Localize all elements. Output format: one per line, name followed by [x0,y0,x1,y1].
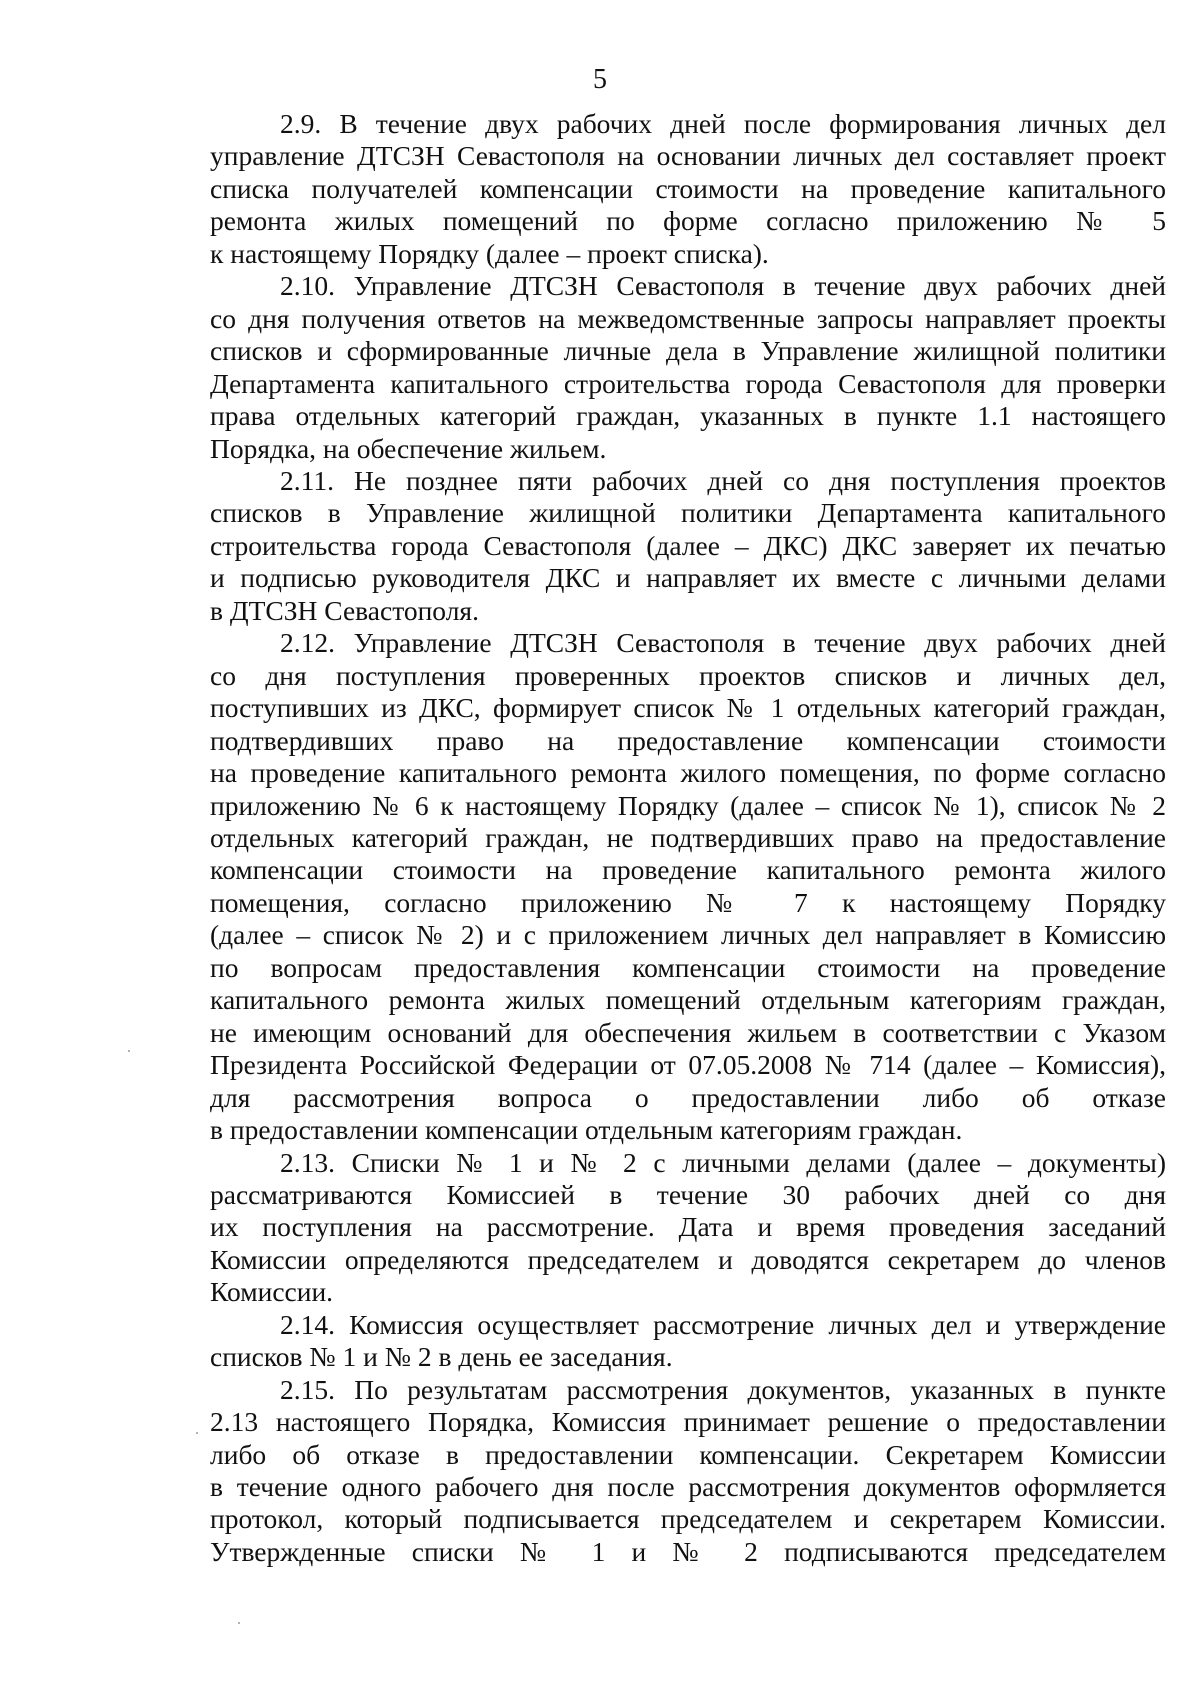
text-line: 2.10. Управление ДТСЗН Севастополя в течение двух рабочих дней [280,270,1166,302]
text-line: и подписью руководителя ДКС и направляет их вместе с личными делами [210,562,1166,594]
text-line: на проведение капитального ремонта жилого помещения, по форме согласно [210,757,1166,789]
paragraph [210,1309,1166,1374]
paragraph [210,1147,1166,1309]
text-line: 2.13 настоящего Порядка, Комиссия принимает решение о предоставлении [210,1406,1166,1438]
text-line: со дня поступления проверенных проектов списков и личных дел, [210,659,1166,691]
text-line: (далее – список № 2) и с приложением личных дел направляет в Комиссию [210,919,1166,951]
text-line: в течение одного рабочего дня после рассмотрения документов оформляется [210,1471,1166,1503]
text-line: капитального ремонта жилых помещений отдельным категориям граждан, [210,984,1166,1016]
text-line: по вопросам предоставления компенсации стоимости на проведение [210,951,1166,983]
text-line: 2.12. Управление ДТСЗН Севастополя в течение двух рабочих дней [280,627,1166,659]
document-body [210,108,1166,1568]
text-line: в предоставлении компенсации отдельным категориям граждан. [210,1114,963,1146]
text-line: протокол, который подписывается председателем и секретарем Комиссии. [210,1503,1166,1535]
text-line: списков в Управление жилищной политики Департамента капитального [210,497,1166,529]
text-line: списков № 1 и № 2 в день ее заседания. [210,1341,673,1373]
text-line: поступивших из ДКС, формирует список № 1 отдельных категорий граждан, [210,692,1166,724]
text-line: ремонта жилых помещений по форме согласно приложению № 5 [210,205,1166,237]
text-line: 2.9. В течение двух рабочих дней после формирования личных дел [280,108,1166,139]
paragraph [210,270,1166,465]
text-line: списка получателей компенсации стоимости на проведение капитального [210,172,1166,204]
text-line: Департамента капитального строительства города Севастополя для проверки [210,367,1166,399]
scan-artifact-dot [238,1622,240,1624]
text-line: помещения, согласно приложению № 7 к настоящему Порядку [210,886,1166,918]
scan-artifact-dot [196,1432,198,1434]
text-line: отдельных категорий граждан, не подтвердивших право на предоставление [210,821,1166,853]
text-line: компенсации стоимости на проведение капитального ремонта жилого [210,854,1166,886]
paragraph [210,108,1166,270]
text-line: не имеющим оснований для обеспечения жильем в соответствии с Указом [210,1016,1166,1048]
paragraph [210,1374,1166,1569]
text-line: подтвердивших право на предоставление компенсации стоимости [210,724,1166,756]
text-line: списков и сформированные личные дела в Управление жилищной политики [210,335,1166,367]
text-line: либо об отказе в предоставлении компенсации. Секретарем Комиссии [210,1438,1166,1470]
text-line: Комиссии. [210,1276,334,1308]
text-line: Комиссии определяются председателем и доводятся секретарем до членов [210,1243,1166,1275]
page-number: 5 [593,64,607,95]
scan-artifact-dot [128,1050,130,1052]
text-line: 2.13. Списки № 1 и № 2 с личными делами (далее – документы) [280,1146,1166,1178]
text-line: в ДТСЗН Севастополя. [210,594,479,626]
text-line: 2.15. По результатам рассмотрения документов, указанных в пункте [280,1373,1166,1405]
text-line: 2.14. Комиссия осуществляет рассмотрение личных дел и утверждение [280,1308,1166,1340]
text-line: управление ДТСЗН Севастополя на основании личных дел составляет проект [210,140,1166,172]
text-line: Президента Российской Федерации от 07.05.2008 № 714 (далее – Комиссия), [210,1049,1166,1081]
text-line: к настоящему Порядку (далее – проект списка). [210,237,769,269]
text-line: права отдельных категорий граждан, указанных в пункте 1.1 настоящего [210,400,1166,432]
text-line: строительства города Севастополя (далее – ДКС) ДКС заверяет их печатью [210,529,1166,561]
paragraph [210,627,1166,1146]
text-line: Утвержденные списки № 1 и № 2 подписываются председателем [210,1535,1166,1567]
text-line: 2.11. Не позднее пяти рабочих дней со дня поступления проектов [280,464,1166,496]
text-line: со дня получения ответов на межведомственные запросы направляет проекты [210,302,1166,334]
paragraph [210,465,1166,627]
text-line: их поступления на рассмотрение. Дата и время проведения заседаний [210,1211,1166,1243]
text-line: Порядка, на обеспечение жильем. [210,432,607,464]
text-line: для рассмотрения вопроса о предоставлении либо об отказе [210,1081,1166,1113]
text-line: приложению № 6 к настоящему Порядку (далее – список № 1), список № 2 [210,789,1166,821]
text-line: рассматриваются Комиссией в течение 30 рабочих дней со дня [210,1178,1166,1210]
